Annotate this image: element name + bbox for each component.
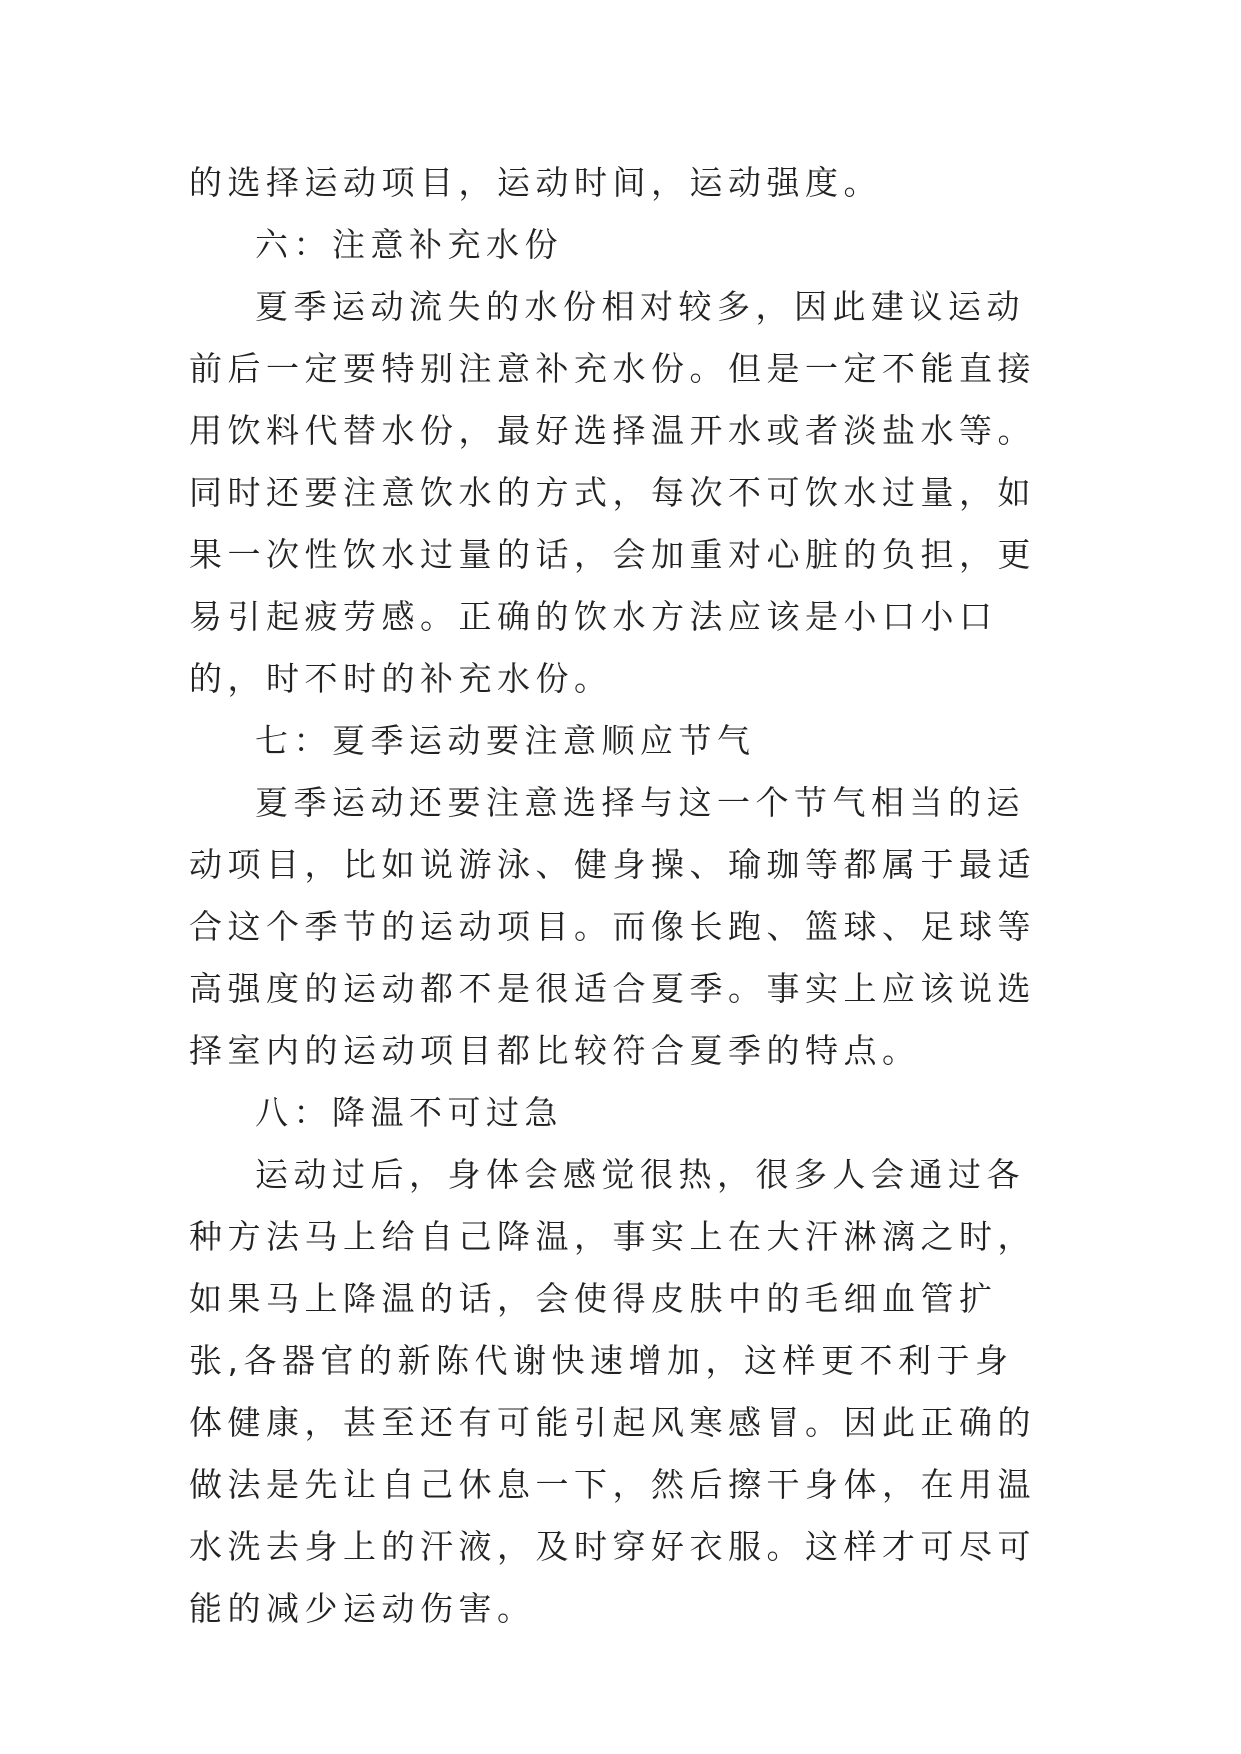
section-heading-six: 六：注意补充水份 [255,225,563,264]
paragraph-cooling-down: 运动过后，身体会感觉很热，很多人会通过各种方法马上给自己降温，事实上在大汗淋漓之时，如果马上降温的话，会使得皮肤中的毛细血管扩张,各器官的新陈代谢快速增加，这样更不利于身体健康，甚至还有可能引起风寒感冒。因此正确的做法是先让自己休息一下，然后擦干身体，在用温水洗去身上的汗液，及时穿好衣服。这样才可尽可能的减少运动伤害。 [189,1155,1036,1628]
paragraph-hydration: 夏季运动流失的水份相对较多，因此建议运动前后一定要特别注意补充水份。但是一定不能直接用饮料代替水份，最好选择温开水或者淡盐水等。同时还要注意饮水的方式，每次不可饮水过量，如果一次性饮水过量的话，会加重对心脏的负担，更易引起疲劳感。正确的饮水方法应该是小口小口的，时不时的补充水份。 [189,287,1036,698]
continuation-paragraph: 的选择运动项目，运动时间，运动强度。 [189,163,882,202]
document-body [189,152,1051,1640]
section-heading-eight: 八：降温不可过急 [255,1093,563,1132]
paragraph-seasonal-sports: 夏季运动还要注意选择与这一个节气相当的运动项目，比如说游泳、健身操、瑜珈等都属于最适合这个季节的运动项目。而像长跑、篮球、足球等高强度的运动都不是很适合夏季。事实上应该说选择室内的运动项目都比较符合夏季的特点。 [189,783,1036,1070]
section-heading-seven: 七：夏季运动要注意顺应节气 [255,721,756,760]
